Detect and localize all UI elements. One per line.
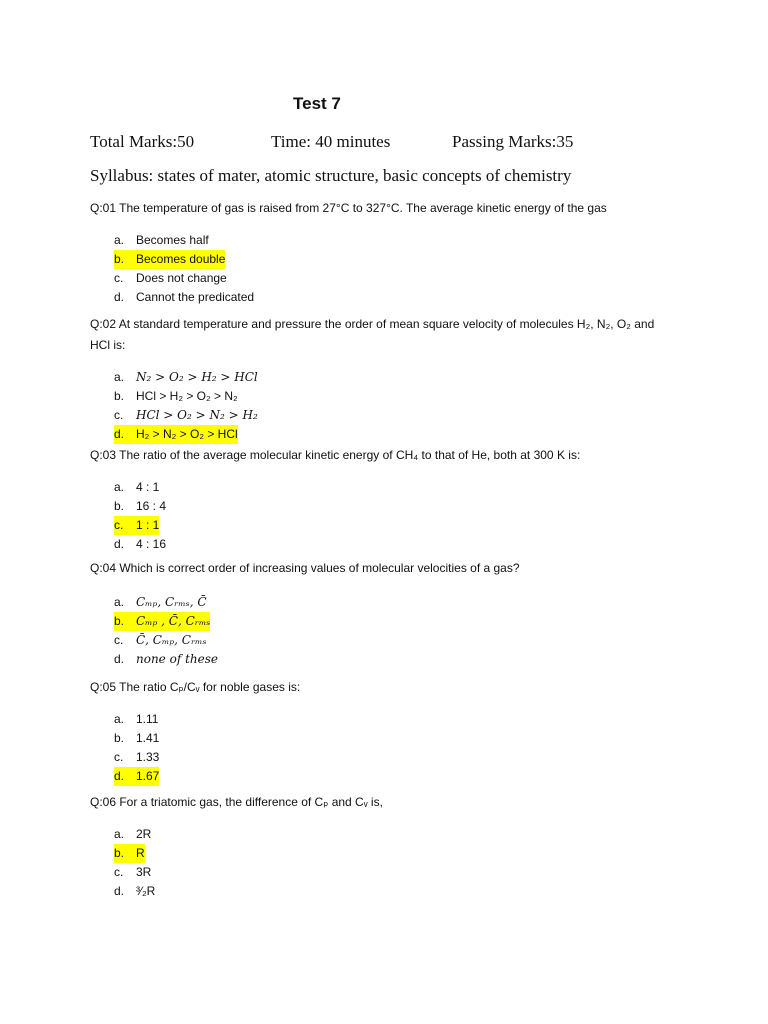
option-text: 16 : 4: [136, 499, 167, 513]
question-text: Q:03 The ratio of the average molecular kinetic energy of CH₄ to that of He, both at 300 K is:: [90, 448, 581, 462]
option-letter: a.: [114, 595, 125, 609]
option-c: [90, 863, 680, 882]
option-d: [90, 882, 680, 901]
options-list: [90, 231, 680, 307]
option-letter: d.: [114, 767, 138, 786]
question-text: Q:01 The temperature of gas is raised from 27°C to 327°C. The average kinetic energy of the gas: [90, 201, 607, 215]
option-letter: b.: [114, 499, 125, 513]
option-c: [90, 269, 680, 288]
passing-marks: Passing Marks:35: [452, 132, 574, 151]
option-b: [90, 497, 680, 516]
option-letter: d.: [114, 290, 125, 304]
option-c: [90, 631, 680, 650]
option-letter: c.: [114, 750, 124, 764]
option-letter: a.: [114, 370, 125, 384]
question-6: [90, 792, 680, 901]
option-letter: d.: [114, 884, 125, 898]
marks-line: [90, 132, 690, 154]
option-d: [90, 288, 680, 307]
options-list: [90, 368, 670, 444]
total-marks: Total Marks:50: [90, 132, 195, 151]
option-a: [90, 825, 680, 844]
options-list: [90, 478, 680, 554]
option-text: 1.33: [136, 750, 160, 764]
option-c-highlighted: [90, 516, 680, 535]
option-text: C̄, Cₘₚ, Cᵣₘₛ: [136, 633, 207, 647]
option-text: N₂ > O₂ > H₂ > HCl: [136, 370, 258, 384]
option-letter: a.: [114, 827, 125, 841]
page-title: Test 7: [293, 94, 341, 113]
option-d-highlighted: [90, 767, 680, 786]
option-text: none of these: [136, 652, 218, 666]
option-b: [90, 387, 670, 406]
question-text: Q:04 Which is correct order of increasing values of molecular velocities of a gas?: [90, 561, 520, 575]
option-c: [90, 406, 670, 425]
option-text: 4 : 1: [136, 480, 160, 494]
option-b-highlighted: [90, 250, 680, 269]
question-4: [90, 558, 680, 669]
options-list: [90, 825, 680, 901]
option-letter: a.: [114, 712, 125, 726]
option-c: [90, 748, 680, 767]
option-b-highlighted: [90, 612, 680, 631]
option-text: Becomes double: [136, 250, 225, 269]
options-list: [90, 710, 680, 786]
option-text: H₂ > N₂ > O₂ > HCl: [136, 425, 238, 444]
option-a: [90, 368, 670, 387]
option-text: 1.11: [136, 712, 159, 726]
option-letter: d.: [114, 425, 138, 444]
option-letter: b.: [114, 844, 138, 863]
syllabus: Syllabus: states of mater, atomic structure, basic concepts of chemistry: [90, 166, 572, 185]
option-letter: c.: [114, 633, 124, 647]
options-list: [90, 593, 680, 669]
option-text: Cₘₚ, Cᵣₘₛ, C̄: [136, 595, 207, 609]
option-text: 2R: [136, 827, 152, 841]
option-letter: b.: [114, 731, 125, 745]
option-letter: b.: [114, 250, 138, 269]
option-a: [90, 478, 680, 497]
option-letter: b.: [114, 612, 138, 631]
option-text: Cannot the predicated: [136, 290, 255, 304]
question-1: [90, 198, 680, 307]
question-text: Q:02 At standard temperature and pressure the order of mean square velocity of molecules H₂, N₂, O₂ and HCl is:: [90, 317, 655, 352]
option-a: [90, 593, 680, 612]
time-limit: Time: 40 minutes: [271, 132, 391, 151]
question-text: Q:06 For a triatomic gas, the difference of Cₚ and Cᵥ is,: [90, 795, 383, 809]
option-a: [90, 710, 680, 729]
option-d: [90, 650, 680, 669]
question-5: [90, 677, 680, 786]
option-text: Does not change: [136, 271, 227, 285]
option-text: Becomes half: [136, 233, 209, 247]
option-a: [90, 231, 680, 250]
option-text: Cₘₚ , C̄, Cᵣₘₛ: [136, 612, 210, 631]
option-text: 1 : 1: [136, 516, 159, 535]
option-letter: a.: [114, 480, 125, 494]
option-text: 3R: [136, 865, 152, 879]
option-letter: c.: [114, 408, 124, 422]
option-b: [90, 729, 680, 748]
question-2: [90, 314, 670, 444]
option-letter: a.: [114, 233, 125, 247]
option-letter: b.: [114, 389, 125, 403]
option-text: R: [136, 844, 145, 863]
question-3: [90, 445, 680, 554]
question-text: Q:05 The ratio Cₚ/Cᵥ for noble gases is:: [90, 680, 301, 694]
option-text: 4 : 16: [136, 537, 167, 551]
option-text: 1.41: [136, 731, 160, 745]
option-letter: d.: [114, 652, 125, 666]
option-letter: d.: [114, 537, 125, 551]
option-d: [90, 535, 680, 554]
option-text: ³⁄₂R: [136, 884, 156, 898]
option-letter: c.: [114, 516, 137, 535]
option-letter: c.: [114, 271, 124, 285]
option-text: 1.67: [136, 767, 159, 786]
option-letter: c.: [114, 865, 124, 879]
option-text: HCl > H₂ > O₂ > N₂: [136, 389, 238, 403]
option-text: HCl > O₂ > N₂ > H₂: [136, 408, 258, 422]
option-b-highlighted: [90, 844, 680, 863]
option-d-highlighted: [90, 425, 670, 444]
